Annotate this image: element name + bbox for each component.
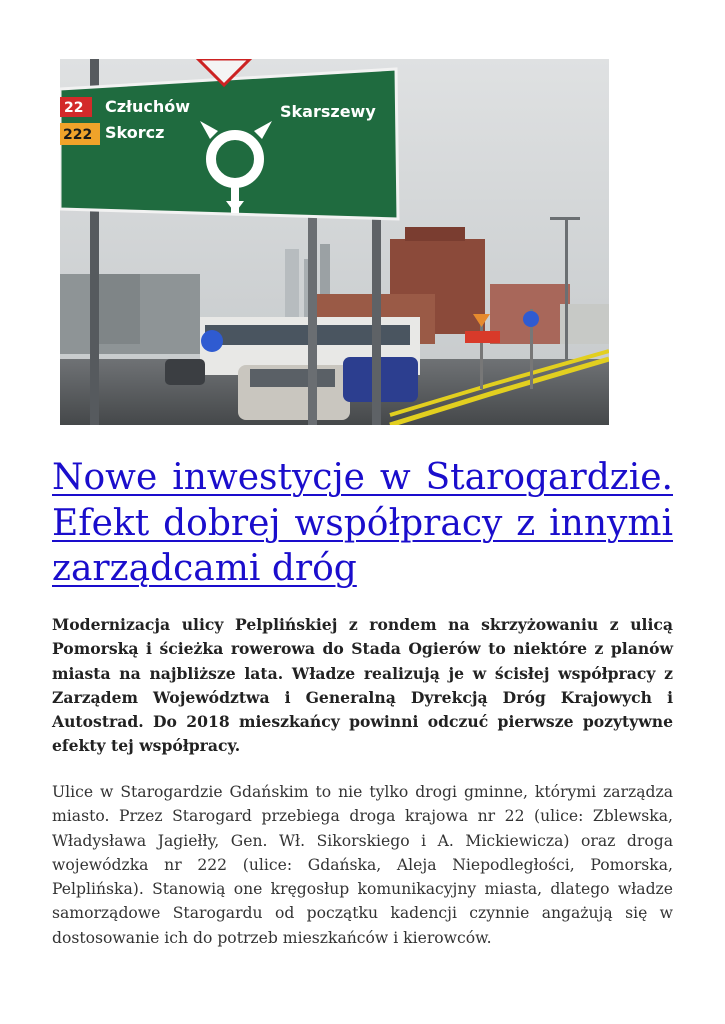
article-body-paragraph: Ulice w Starogardzie Gdańskim to nie tylko drogi gminne, którymi zarządza miasto. Przez Starogard przebiega droga krajowa nr 22 (ulice: Zblewska, Władysława Jagiełły, Gen. Wł. Sikorskiego i A. Mickiewicza) oraz droga wojewódzka nr 222 (ulice: Gdańska, Aleja Niepodległości, Pomorska, Pelplińska). Stanowią one kręgosłup komunikacyjny miasta, dlatego władze samorządowe Starogardu od początku kadencji czynnie angażują się w dostosowanie ich do potrzeb mieszkańców i kierowców. xyxy=(52,783,673,947)
road-sign-photo xyxy=(60,59,609,425)
sign-town-skorcz: Skorcz xyxy=(105,123,165,142)
article-lead: Modernizacja ulicy Pelplińskiej z rondem na skrzyżowaniu z ulicą Pomorską i ścieżka rowerowa do Stada Ogierów to niektóre z planów miasta na najbliższe lata. Władze realizują je w ścisłej współpracy z Zarządem Województwa i Generalną Dyrekcją Dróg Krajowych i Autostrad. Do 2018 mieszkańcy powinni odczuć pierwsze pozytywne efekty tej współpracy. xyxy=(52,615,673,756)
article-title xyxy=(52,455,673,592)
route-222-label: 222 xyxy=(63,127,93,143)
article-title-link[interactable]: Nowe inwestycje w Starogardzie. Efekt dobrej współpracy z innymi zarządcami dróg xyxy=(52,457,673,589)
article-photo xyxy=(60,59,609,425)
route-22-label: 22 xyxy=(64,100,84,116)
sign-town-skarszewy: Skarszewy xyxy=(280,102,376,121)
sign-town-czluchow: Człuchów xyxy=(105,97,191,116)
